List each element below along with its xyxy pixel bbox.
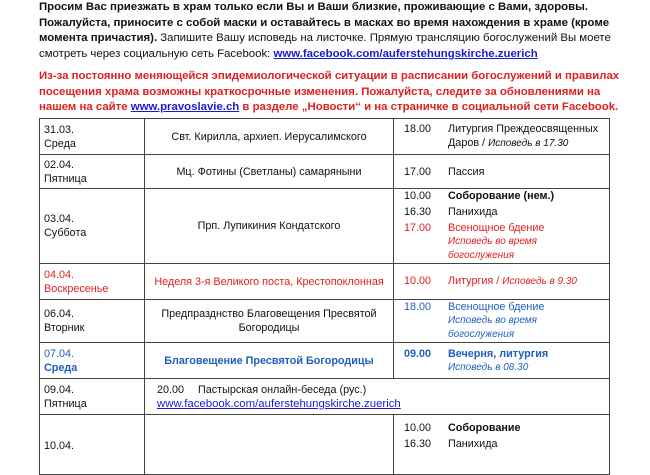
site-link[interactable]: www.pravoslavie.ch bbox=[130, 101, 240, 114]
row-day: Среда bbox=[44, 137, 76, 150]
table-row bbox=[40, 300, 610, 343]
service-cell bbox=[394, 189, 610, 264]
online-talk-title: Пастырская онлайн-беседа (рус.) bbox=[198, 383, 367, 396]
service-cell bbox=[394, 300, 610, 343]
table-row bbox=[40, 189, 610, 264]
service-time: 18.00 bbox=[404, 123, 432, 135]
service-time: 16.30 bbox=[404, 206, 432, 218]
service-time: 16.30 bbox=[404, 438, 432, 450]
row-date: 06.04. bbox=[44, 308, 75, 320]
feast-name: Предпразднство Благовещения Пресвятой Богородицы bbox=[145, 300, 394, 343]
online-talk-cell bbox=[145, 379, 610, 415]
service-name: Соборование bbox=[448, 422, 521, 434]
service-time: 17.00 bbox=[404, 222, 432, 234]
intro-paragraph bbox=[39, 0, 629, 62]
row-day: Пятница bbox=[44, 172, 87, 185]
table-row bbox=[40, 415, 610, 475]
service-name: Панихида bbox=[448, 206, 498, 218]
notice-text-after: в разделе „Новости“ и на страничке в социальной сети Facebook. bbox=[239, 101, 619, 114]
service-name: Соборование (нем.) bbox=[448, 190, 555, 202]
service-time: 10.00 bbox=[404, 275, 432, 287]
service-cell bbox=[394, 264, 610, 300]
date-cell bbox=[40, 155, 145, 189]
service-time: 20.00 bbox=[157, 383, 185, 396]
row-date: 07.04. bbox=[44, 347, 75, 360]
service-name: Литургия Преждеосвященных Даров / bbox=[448, 123, 599, 149]
feast-name: Благовещение Пресвятой Богородицы bbox=[145, 343, 394, 379]
confession-note: Исповедь в 08.30 bbox=[448, 361, 529, 373]
service-name: Всенощное бдение bbox=[448, 301, 545, 313]
intro-bold-text: Просим Вас приезжать в храм только если Вы и Ваши близкие, проживающие с Вами, здоровы. Пожалуйста, приносите с собой маски и оставайтесь в масках во время нахождения в храме (кроме момента причастия). bbox=[39, 1, 610, 45]
feast-name bbox=[145, 415, 394, 475]
row-day: Среда bbox=[44, 361, 78, 374]
service-time: 09.00 bbox=[404, 347, 432, 360]
feast-name: Свт. Кирилла, архиеп. Иерусалимского bbox=[145, 119, 394, 155]
notice-text-before: Из-за постоянно меняющейся эпидемиологической ситуации в расписании богослужений и правилах посещения храма возможны краткосрочные изменения. Пожалуйста, следите за обновлениями на нашем на сайте bbox=[39, 70, 620, 114]
service-time: 10.00 bbox=[404, 422, 432, 434]
service-cell bbox=[394, 415, 610, 475]
date-cell bbox=[40, 264, 145, 300]
service-cell bbox=[394, 119, 610, 155]
row-date: 10.04. bbox=[44, 440, 75, 452]
service-name: Панихида bbox=[448, 438, 498, 450]
feast-name: Неделя 3-я Великого поста, Крестопоклонная bbox=[145, 264, 394, 300]
confession-note: Исповедь во время богослужения bbox=[448, 236, 537, 261]
table-row bbox=[40, 379, 610, 415]
date-cell bbox=[40, 119, 145, 155]
row-date: 03.04. bbox=[44, 213, 75, 225]
service-time: 17.00 bbox=[404, 165, 432, 178]
table-row bbox=[40, 264, 610, 300]
service-name: Пассия bbox=[448, 165, 485, 178]
row-day: Пятница bbox=[44, 397, 87, 410]
service-name: Литургия / bbox=[448, 275, 503, 287]
row-date: 04.04. bbox=[44, 268, 75, 281]
confession-note: Исповедь во время богослужения bbox=[448, 315, 537, 340]
date-cell bbox=[40, 300, 145, 343]
feast-name: Прп. Лупикиния Кондатского bbox=[145, 189, 394, 264]
row-date: 31.03. bbox=[44, 123, 75, 136]
row-date: 02.04. bbox=[44, 158, 75, 171]
schedule-table bbox=[39, 118, 610, 475]
feast-name: Мц. Фотины (Светланы) самаряныни bbox=[145, 155, 394, 189]
service-cell bbox=[394, 155, 610, 189]
online-talk-facebook-link[interactable]: www.facebook.com/auferstehungskirche.zuerich bbox=[157, 397, 401, 410]
row-day: Вторник bbox=[44, 322, 85, 334]
intro-text: Запишите Вашу исповедь на листочке. Прямую трансляцию богослужений Вы моете смотреть через социальную сеть Facebook: bbox=[39, 32, 611, 60]
schedule-change-notice bbox=[39, 69, 629, 116]
table-row bbox=[40, 155, 610, 189]
date-cell bbox=[40, 343, 145, 379]
service-time: 18.00 bbox=[404, 301, 432, 313]
table-row bbox=[40, 343, 610, 379]
date-cell bbox=[40, 189, 145, 264]
table-row bbox=[40, 119, 610, 155]
row-date: 09.04. bbox=[44, 383, 75, 396]
confession-note: Исповедь в 17.30 bbox=[488, 138, 569, 149]
row-day: Воскресенье bbox=[44, 282, 109, 295]
date-cell bbox=[40, 415, 145, 475]
service-name: Вечерня, литургия bbox=[448, 347, 549, 360]
service-cell bbox=[394, 343, 610, 379]
service-time: 10.00 bbox=[404, 190, 432, 202]
date-cell bbox=[40, 379, 145, 415]
service-name: Всенощное бдение bbox=[448, 222, 545, 234]
row-day: Суббота bbox=[44, 227, 87, 239]
confession-note: Исповедь в 9.30 bbox=[502, 276, 577, 287]
facebook-link[interactable]: www.facebook.com/auferstehungskirche.zuerich bbox=[273, 47, 538, 60]
